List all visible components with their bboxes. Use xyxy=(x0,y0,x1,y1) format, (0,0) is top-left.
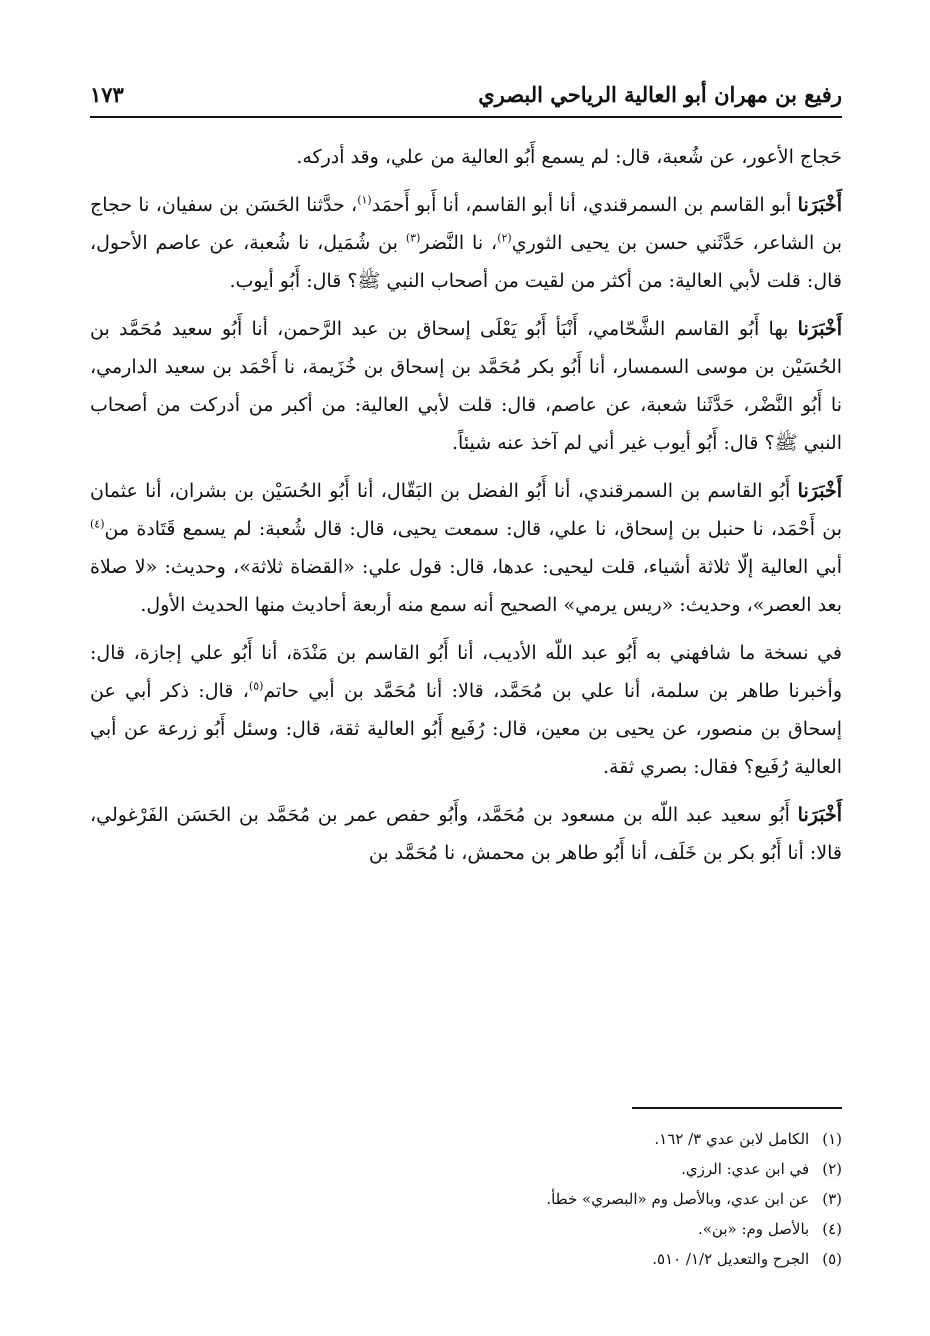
paragraph-text: أبي العالية إلّا ثلاثة أشياء، قلت ليحيى: عدها، قال: قول علي: «القضاة ثلاثة»، وحديث: «لا صلاة بعد العصر»، وحديث: «ريس يرمي» الصحيح أنه سمع منه أربعة أحاديث منها الحديث الأول. xyxy=(90,556,842,616)
footnote xyxy=(90,1214,842,1244)
paragraph xyxy=(90,796,842,872)
paragraph-text: بها أَبُو القاسم الشَّحّامي، أَنْبَأ أَبُو يَعْلَى إسحاق بن عبد الرَّحمن، أنا أَبُو سعيد مُحَمَّد بن الحُسَيْن بن موسى السمسار، أنا أَبُو بكر مُحَمَّد بن إسحاق بن خُزَيمة، نا أَحْمَد بن سعيد الدارمي، نا أَبُو النَّضْر، حَدَّثَنا شعبة، عن عاصم، قال: قلت لأبي العالية: من أكبر من أدركت من أصحاب النبي ﷺ؟ قال: أَبُو أيوب غير أني لم آخذ عنه شيئاً. xyxy=(90,318,842,454)
footnote-marker: (٣) xyxy=(405,231,421,245)
footnote-number: (٤) xyxy=(822,1220,842,1238)
page-number: ١٧٣ xyxy=(90,82,124,107)
paragraph-text: أبو القاسم بن السمرقندي، أنا أبو القاسم، أنا أَبو أَحمَد xyxy=(371,194,798,216)
paragraph-lead-word: أَخْبَرَنا xyxy=(797,318,842,340)
paragraph xyxy=(90,138,842,176)
footnote-marker: (٤) xyxy=(90,517,105,531)
footnote-marker: (١) xyxy=(357,193,372,207)
paragraph-text: ، حدَّثنا الحَسَن بن سفيان، نا حجاج بن الشاعر، حَدَّثَني حسن بن يحيى الثوري xyxy=(90,194,842,254)
footnote-number: (٥) xyxy=(822,1250,842,1268)
footnote xyxy=(90,1154,842,1184)
paragraph xyxy=(90,634,842,786)
footnote-marker: (٢) xyxy=(497,231,512,245)
paragraph-lead-word: أَخْبَرَنا xyxy=(797,194,842,216)
paragraph xyxy=(90,472,842,624)
footnote-text: الجرح والتعديل ١/٢/ ٥١٠. xyxy=(652,1250,810,1268)
footnote-text: في ابن عدي: الرزي. xyxy=(681,1160,810,1178)
paragraph-lead-word: أَخْبَرَنا xyxy=(797,480,842,502)
footnote-separator xyxy=(632,1107,842,1109)
paragraph-text: ، نا النَّضر xyxy=(420,232,498,254)
paragraph-text: أَبُو سعيد عبد اللّه بن مسعود بن مُحَمَّد، وأَبُو حفص عمر بن مُحَمَّد بن الحَسَن الفَرْغولي، قالا: أنا أَبُو بكر بن خَلَف، أنا أَبُو طاهر بن محمش، نا مُحَمَّد بن xyxy=(90,804,842,864)
paragraph-text: بن شُمَيل، نا شُعبة، عن عاصم الأحول، قال: قلت لأبي العالية: من أكثر من لقيت من أصحاب النبي ﷺ؟ قال: أَبُو أيوب. xyxy=(90,232,842,292)
footnote xyxy=(90,1124,842,1154)
paragraph-text: ، قال: ذكر أبي عن إسحاق بن منصور، عن يحيى بن معين، قال: رُفَيع أَبُو العالية ثقة، قال: وسئل أَبُو زرعة عن أبي العالية رُفَيع؟ فقال: بصري ثقة. xyxy=(90,680,842,778)
main-text xyxy=(90,138,842,872)
footnote-number: (١) xyxy=(822,1130,842,1148)
paragraph-text: حَجاج الأعور، عن شُعبة، قال: لم يسمع أَبُو العالية من علي، وقد أدركه. xyxy=(296,146,842,168)
paragraph-text: في نسخة ما شافهني به أَبُو عبد اللّه الأديب، أنا أَبُو القاسم بن مَنْدَة، أنا أَبُو علي إجازة، قال: وأخبرنا طاهر بن سلمة، أنا علي بن مُحَمَّد، قالا: أنا مُحَمَّد بن أبي حاتم xyxy=(90,642,842,702)
paragraph xyxy=(90,310,842,462)
paragraph xyxy=(90,186,842,300)
footnote xyxy=(90,1244,842,1274)
footnote-text: الكامل لابن عدي ٣/ ١٦٢. xyxy=(654,1130,810,1148)
page-header xyxy=(90,80,842,118)
footnote-text: عن ابن عدي، وبالأصل وم «البصري» خطأ. xyxy=(546,1190,810,1208)
footnote-marker: (٥) xyxy=(248,679,264,693)
footnotes xyxy=(90,1124,842,1274)
footnote xyxy=(90,1184,842,1214)
footnote-number: (٢) xyxy=(822,1160,842,1178)
footnote-text: بالأصل وم: «بن». xyxy=(697,1220,810,1238)
footnote-number: (٣) xyxy=(822,1190,842,1208)
running-title: رفيع بن مهران أبو العالية الرياحي البصري xyxy=(478,82,842,107)
paragraph-text: أَبُو القاسم بن السمرقندي، أنا أَبُو الفضل بن البَقّال، أنا أَبُو الحُسَيْن بن بشران، أنا عثمان بن أَحْمَد، نا حنبل بن إسحاق، نا علي، قال: سمعت يحيى، قال: قال شُعبة: لم يسمع قَتَادة من xyxy=(90,480,842,540)
paragraph-lead-word: أَخْبَرَنا xyxy=(797,804,842,826)
